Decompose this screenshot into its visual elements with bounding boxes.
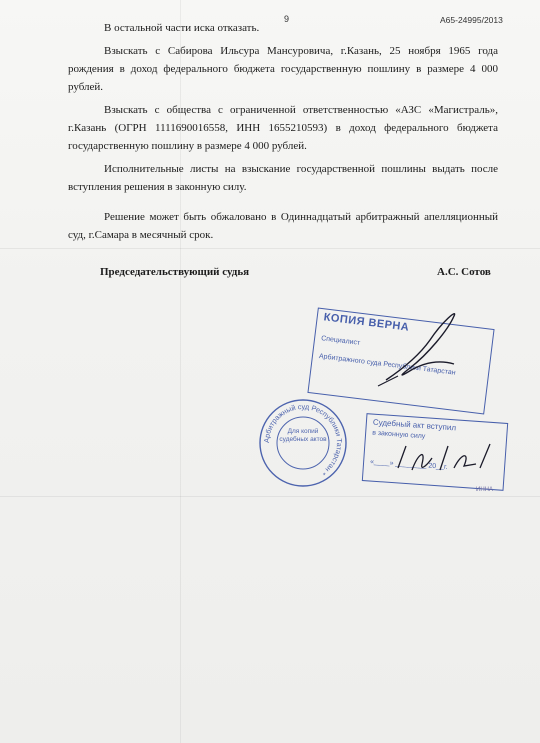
paragraph: Взыскать с общества с ограниченной ответственностью «АЗС «Магистраль», г.Казань (ОГРН 1111690016558, ИНН 1655210593) в доход федерального бюджета государственную пошлину в размере 4 000 рублей.: [68, 104, 498, 152]
judge-title: Председательствующий судья: [100, 266, 250, 278]
corner-mark: ИННА: [476, 487, 493, 493]
paper-fold: [0, 496, 540, 497]
page-number: 9: [284, 14, 290, 24]
handwritten-date-icon: [392, 434, 502, 480]
case-number: А65-24995/2013: [440, 15, 503, 25]
court-seal-icon: [258, 398, 348, 488]
stamp-heading: КОПИЯ ВЕРНА: [323, 311, 410, 334]
paragraph: Взыскать с Сабирова Ильсура Мансуровича, г.Казань, 25 ноября 1965 года рождения в доход федерального бюджета государственную пошлину в размере 4 000 рублей.: [68, 45, 498, 93]
paragraph: Решение может быть обжаловано в Одиннадцатый арбитражный апелляционный суд, г.Самара в месячный срок.: [68, 211, 498, 241]
signature-icon: [368, 302, 478, 392]
seal-center-text: Для копий судебных актов: [279, 428, 327, 443]
decision-text: [68, 19, 498, 249]
judge-name: А.С. Сотов: [437, 266, 491, 278]
stamp-line: в законную силу: [371, 429, 426, 441]
stamp-heading: Судебный акт вступил: [372, 417, 457, 433]
stamp-line: «____» ________ 20__г.: [369, 458, 448, 471]
paragraph: Исполнительные листы на взыскание государственной пошлины выдать после вступления решения в законную силу.: [68, 163, 498, 193]
stamp-line: Арбитражного суда Республики Татарстан: [318, 352, 456, 377]
seal-ring-text: Арбитражный суд Республики Татарстан *: [261, 401, 345, 478]
paragraph: В остальной части иска отказать.: [104, 22, 260, 34]
stamp-line: Специалист: [320, 335, 361, 347]
